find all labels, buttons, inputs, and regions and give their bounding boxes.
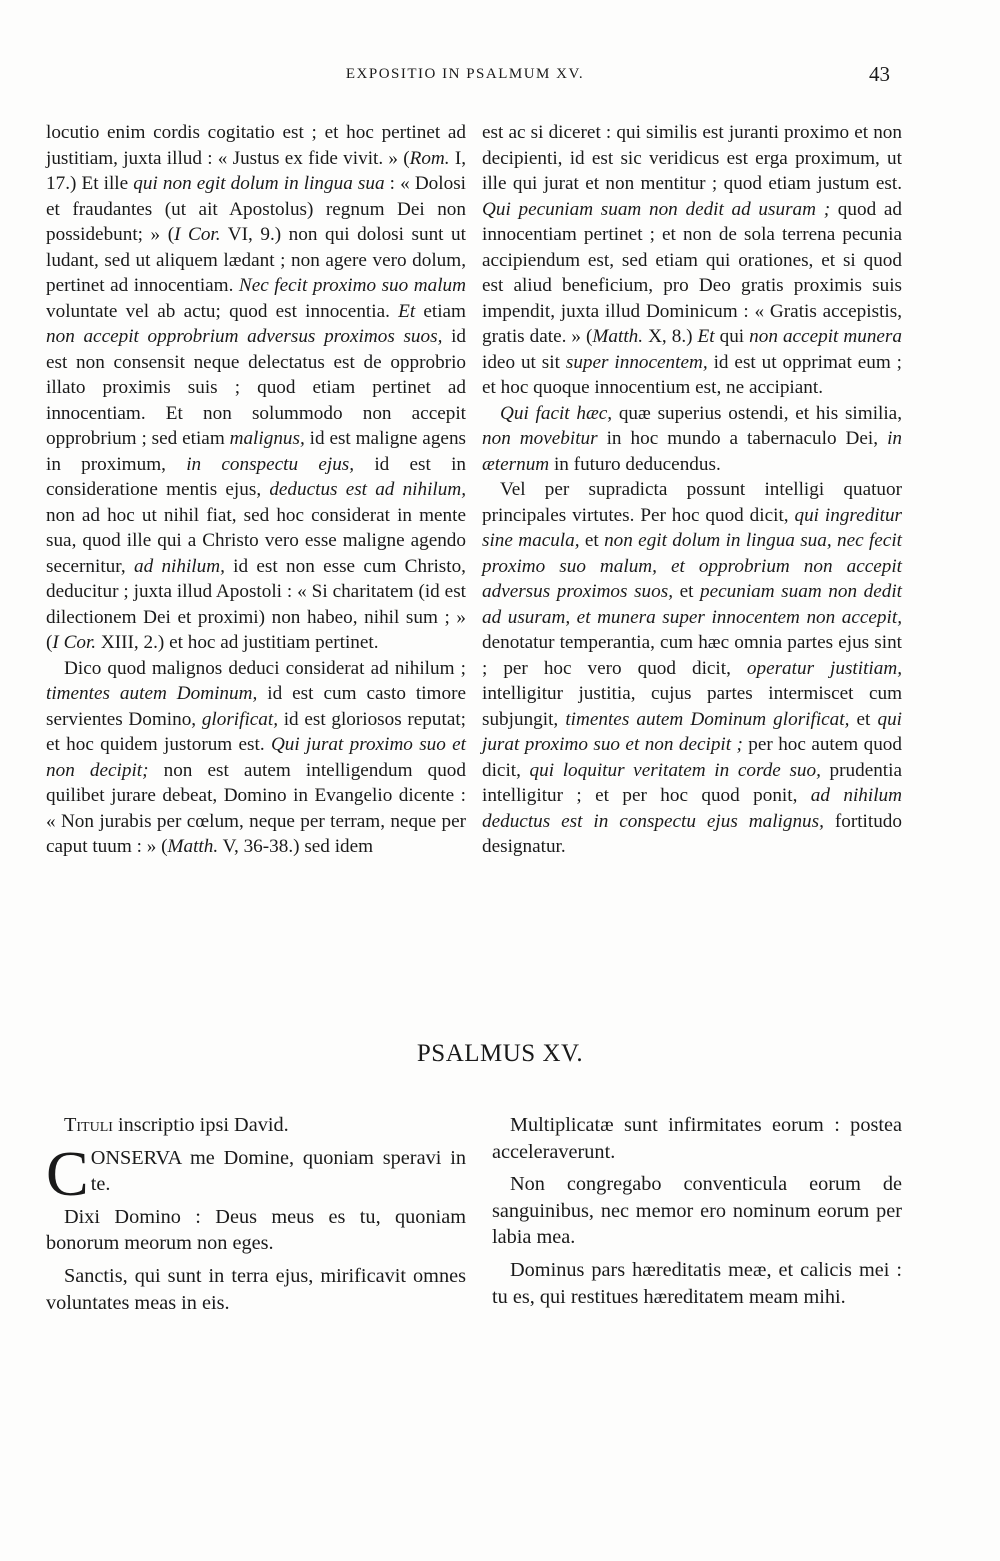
psalm-verse: CONSERVA me Domine, quoniam speravi in te. bbox=[46, 1137, 466, 1209]
psalm-heading: PSALMUS XV. bbox=[416, 1040, 584, 1067]
commentary-right-column bbox=[482, 120, 902, 860]
page-header bbox=[40, 62, 890, 92]
commentary-paragraph: locutio enim cordis cogitatio est ; et hoc pertinet ad justitiam, juxta illud : « Justus ex fide vivit. » (Rom. I, 17.) Et ille qui non egit dolum in lingua sua : « Dolosi et fraudantes (ut ait Apostolus) regnum Dei non possidebunt; » (I Cor. VI, 9.) non qui dolosi sunt ut ludant, sed ut aliquem lædant ; non agere vero dolum, pertinet ad innocentiam. Nec fecit proximo suo malum voluntate vel ab actu; quod est innocentia. Et etiam non accepit opprobrium adversus proximos suos, id est non consensit neque delectatus est de opprobrio illato proximis suis ; quod etiam pertinet ad innocentiam. Et non solummodo non accepit opprobrium ; sed etiam malignus, id est maligne agens in proximum, in conspectu ejus, id est in consideratione mentis ejus, deductus est ad nihilum, non ad hoc ut nihil fiat, sed hoc considerat in mente sua, quod ille qui a Christo vero esse maligne agendo secernitur, ad nihilum, id est non esse cum Christo, deducitur ; juxta illud Apostoli : « Si charitatem (id est dilectionem Dei et proximi) non habeo, nihil sum ; » (I Cor. XIII, 2.) et hoc ad justitiam pertinet. bbox=[46, 122, 467, 653]
psalm-verse: Non congregabo conventicula eorum de sanguinibus, nec memor ero nominum eorum per labia mea. bbox=[492, 1173, 902, 1249]
psalm-verse: Dominus pars hæreditatis meæ, et calicis mei : tu es, qui restitues hæreditatem meam mihi. bbox=[492, 1258, 902, 1308]
running-title: EXPOSITIO IN PSALMUM XV. bbox=[345, 66, 585, 82]
psalm-verse: Dixi Domino : Deus meus es tu, quoniam bonorum meorum non eges. bbox=[46, 1205, 466, 1255]
psalm-left-column bbox=[46, 1112, 466, 1322]
page-number: 43 bbox=[869, 62, 890, 86]
commentary-paragraph: est ac si diceret : qui similis est juranti proximo et non decipienti, id est sic veridicus est erga proximum, ut ille qui jurat et non mentitur ; quod etiam justum est. Qui pecuniam suam non dedit ad usuram ; quod ad innocentiam pertinet ; et non de sola terrena pecunia accipiendum est, sed etiam qui orationes, et si quod est aliud beneficium, pro Deo gratis proximis suis impendit, juxta illud Dominicum : « Gratis accepistis, gratis date. » (Matth. X, 8.) Et qui non accepit munera ideo ut sit super innocentem, id est ut opprimat eum ; et hoc quoque innocentium est, ne accipiant. bbox=[482, 122, 902, 398]
psalm-title-line: Tituli inscriptio ipsi David. bbox=[64, 1114, 289, 1136]
psalm-verse: Multiplicatæ sunt infirmitates eorum : postea acceleraverunt. bbox=[492, 1114, 902, 1163]
psalm-right-column bbox=[492, 1112, 902, 1316]
commentary-paragraph: Vel per supradicta possunt intelligi quatuor principales virtutes. Per hoc quod dicit, qui ingreditur sine macula, et non egit dolum in lingua sua, nec fecit proximo suo malum, et opprobrium non accepit adversus proximos suos, et pecuniam suam non dedit ad usuram, et munera super innocentem non accepit, denotatur temperantia, cum hæc omnia partes ejus sint ; per hoc vero quod dicit, operatur justitiam, intelligitur justitia, cujus partes intermiscet cum subjungit, timentes autem Dominum glorificat, et qui jurat proximo suo et non decipit ; per hoc autem quod dicit, qui loquitur veritatem in corde suo, prudentia intelligitur ; et per hoc quod ponit, ad nihilum deductus est in conspectu ejus malignus, fortitudo designatur. bbox=[482, 479, 903, 857]
commentary-paragraph: Dico quod malignos deduci considerat ad nihilum ; timentes autem Dominum, id est cum casto timore servientes Domino, glorificat, id est gloriosos reputat; et hoc quidem justorum est. Qui jurat proximo suo et non decipit; non est autem intelligendum quod quilibet jurare debeat, Domino in Evangelio dicente : « Non jurabis per cœlum, neque per terram, neque per caput tuum : » (Matth. V, 36-38.) sed idem bbox=[46, 657, 467, 857]
commentary-left-column bbox=[46, 120, 466, 860]
psalm-verse: Sanctis, qui sunt in terra ejus, mirificavit omnes voluntates meas in eis. bbox=[46, 1264, 466, 1314]
drop-cap: C bbox=[46, 1137, 89, 1209]
commentary-paragraph: Qui facit hæc, quæ superius ostendi, et his similia, non movebitur in hoc mundo a tabernaculo Dei, in æternum in futuro deducendus. bbox=[482, 402, 902, 475]
